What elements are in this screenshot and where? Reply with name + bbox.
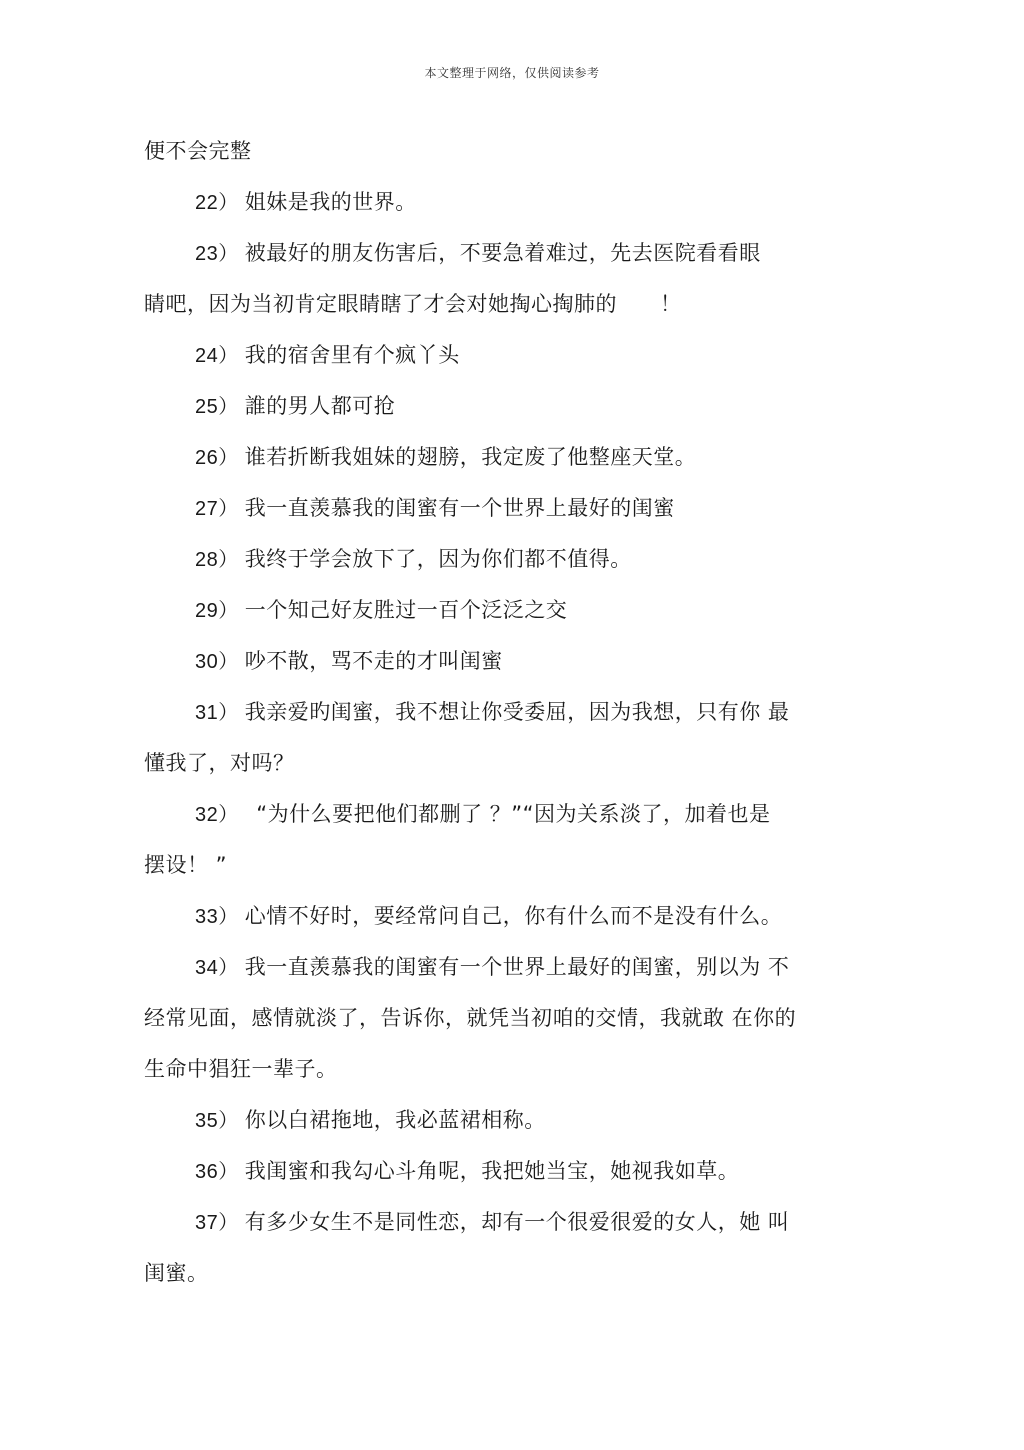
text-line [144, 840, 874, 891]
line-text: 我终于学会放下了，因为你们都不值得。 [244, 547, 632, 571]
line-text: 我闺蜜和我勾心斗角呢，我把她当宝，她视我如草。 [244, 1159, 740, 1183]
text-line [144, 942, 874, 993]
item-number: 31） [195, 702, 239, 724]
text-line [144, 738, 874, 789]
page-header: 本文整理于网络，仅供阅读参考 [424, 66, 600, 80]
text-line [144, 381, 874, 432]
item-number: 30） [195, 651, 239, 673]
text-line [144, 636, 874, 687]
text-line [144, 228, 874, 279]
line-text: 生命中猖狂一辈子。 [144, 1057, 338, 1081]
line-text: 有多少女生不是同性恋，却有一个很爱很爱的女人，她 叫 [244, 1210, 790, 1234]
text-line [144, 1248, 874, 1299]
line-text: 懂我了，对吗？ [144, 751, 295, 775]
line-text: 你以白裙拖地，我必蓝裙相称。 [244, 1108, 546, 1132]
line-text: 誰的男人都可抢 [244, 394, 396, 418]
text-line [144, 891, 874, 942]
text-line [144, 126, 874, 177]
text-line [144, 789, 874, 840]
line-text: 一个知己好友胜过一百个泛泛之交 [244, 598, 568, 622]
text-line [144, 1197, 874, 1248]
item-number: 25） [195, 396, 239, 418]
item-number: 37） [195, 1212, 239, 1234]
line-text: 我一直羡慕我的闺蜜有一个世界上最好的闺蜜 [244, 496, 675, 520]
item-number: 34） [195, 957, 239, 979]
line-text: 我亲爱旳闺蜜，我不想让你受委屈，因为我想，只有你 最 [244, 700, 790, 724]
item-number: 26） [195, 447, 239, 469]
text-line [144, 177, 874, 228]
text-line [144, 534, 874, 585]
item-number: 27） [195, 498, 239, 520]
item-number: 23） [195, 243, 239, 265]
line-text: 被最好的朋友伤害后，不要急着难过，先去医院看看眼 [244, 241, 761, 265]
line-text: 我一直羡慕我的闺蜜有一个世界上最好的闺蜜，别以为 不 [244, 955, 790, 979]
item-number: 24） [195, 345, 239, 367]
line-text: 经常见面，感情就淡了，告诉你，就凭当初咱的交情，我就敢 在你的 [144, 1006, 797, 1030]
item-number: 22） [195, 192, 239, 214]
text-line [144, 1146, 874, 1197]
line-text: 便不会完整 [144, 139, 252, 163]
line-text: 闺蜜。 [144, 1261, 209, 1285]
item-number: 35） [195, 1110, 239, 1132]
line-text: 姐妹是我的世界。 [244, 190, 417, 214]
item-number: 36） [195, 1161, 239, 1183]
text-line [144, 330, 874, 381]
text-line [144, 1044, 874, 1095]
text-line [144, 993, 874, 1044]
text-line [144, 483, 874, 534]
line-text: 吵不散，骂不走的才叫闺蜜 [244, 649, 503, 673]
item-number: 32） [195, 804, 229, 826]
text-line [144, 1095, 874, 1146]
line-text: 心情不好时，要经常问自己，你有什么而不是没有什么。 [244, 904, 783, 928]
text-line [144, 279, 874, 330]
text-line [144, 432, 874, 483]
text-line [144, 687, 874, 738]
item-number: 28） [195, 549, 239, 571]
line-text: 谁若折断我姐妹的翅膀，我定废了他整座天堂。 [244, 445, 697, 469]
line-text: 我的宿舍里有个疯丫头 [244, 343, 460, 367]
document-body [144, 126, 874, 1299]
line-text: 摆设！ ” [144, 853, 228, 877]
line-text: “为什么要把他们都删了 ？”“因为关系淡了，加着也是 [234, 802, 771, 826]
text-line [144, 585, 874, 636]
item-number: 29） [195, 600, 239, 622]
line-text: 睛吧，因为当初肯定眼睛瞎了才会对她掏心掏肺的 ！ [144, 292, 682, 316]
item-number: 33） [195, 906, 239, 928]
